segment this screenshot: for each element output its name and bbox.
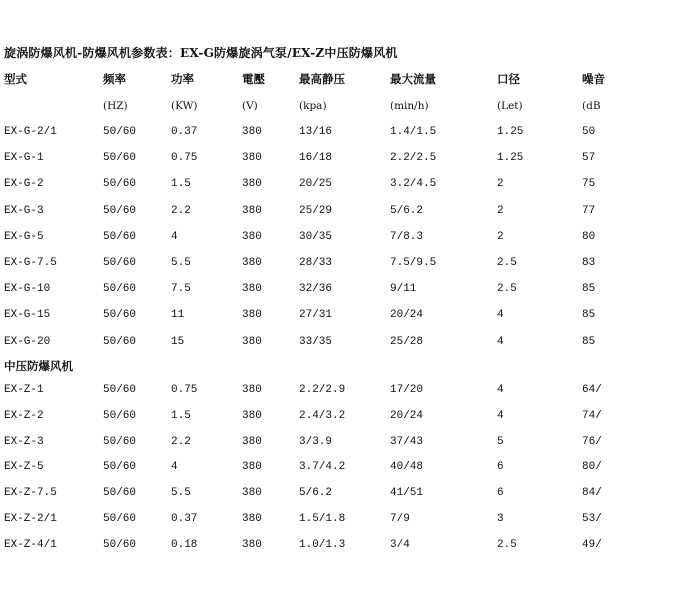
table-cell: 380 xyxy=(242,283,262,295)
table-cell: 85 xyxy=(582,336,596,348)
table-cell: 380 xyxy=(242,309,262,321)
table-cell: 50/60 xyxy=(103,410,137,422)
table-cell: EX-Z-7.5 xyxy=(4,487,57,499)
table-cell: 20/24 xyxy=(390,410,424,422)
hdr-cell: 型式 xyxy=(4,72,27,86)
table-cell: 380 xyxy=(242,461,262,473)
table-cell: EX-G-2 xyxy=(4,178,44,190)
units-cell: (HZ) xyxy=(103,100,128,112)
table-cell: EX-G-2/1 xyxy=(4,126,57,138)
table-cell: EX-G-3 xyxy=(4,205,44,217)
table-cell: 20/25 xyxy=(299,178,333,190)
table-row xyxy=(0,281,700,297)
table-cell: 2 xyxy=(497,178,504,190)
table-cell: 0.37 xyxy=(171,126,198,138)
table-cell: 40/48 xyxy=(390,461,424,473)
table-cell: 13/16 xyxy=(299,126,333,138)
table-row xyxy=(0,434,700,450)
table-cell: EX-Z-4/1 xyxy=(4,539,57,551)
table-cell: 3/4 xyxy=(390,539,410,551)
table-cell: 3 xyxy=(497,513,504,525)
table-row xyxy=(0,150,700,166)
units-cell: (KW) xyxy=(171,100,198,112)
table-cell: 1.0/1.3 xyxy=(299,539,346,551)
table-cell: 1.5 xyxy=(171,178,191,190)
table-cell: 50/60 xyxy=(103,384,137,396)
units-cell: (kpa) xyxy=(299,100,327,112)
table-cell: 380 xyxy=(242,410,262,422)
table-cell: 7/8.3 xyxy=(390,231,424,243)
table-cell: 2.2 xyxy=(171,436,191,448)
table-cell: 50 xyxy=(582,126,596,138)
table-cell: 2.2/2.5 xyxy=(390,152,437,164)
table-cell: 7.5/9.5 xyxy=(390,257,437,269)
table-cell: 1.5/1.8 xyxy=(299,513,346,525)
table-row xyxy=(0,307,700,323)
table-cell: 380 xyxy=(242,487,262,499)
table-cell: EX-G-5 xyxy=(4,231,44,243)
table-cell: 4 xyxy=(171,231,178,243)
hdr-cell: 频率 xyxy=(103,72,126,86)
table-cell: 7.5 xyxy=(171,283,191,295)
table-cell: 76/ xyxy=(582,436,602,448)
table-cell: 380 xyxy=(242,231,262,243)
table-cell: 53/ xyxy=(582,513,602,525)
table-cell: 2.2 xyxy=(171,205,191,217)
table-cell: 380 xyxy=(242,436,262,448)
table-cell: 380 xyxy=(242,539,262,551)
table-row xyxy=(0,203,700,219)
table-cell: 37/43 xyxy=(390,436,424,448)
table-cell: 80/ xyxy=(582,461,602,473)
table-cell: EX-Z-1 xyxy=(4,384,44,396)
table-cell: 2 xyxy=(497,205,504,217)
table-row xyxy=(0,382,700,398)
table-cell: 50/60 xyxy=(103,461,137,473)
table-cell: 5/6.2 xyxy=(390,205,424,217)
table-cell: 11 xyxy=(171,309,185,321)
table-cell: 2.5 xyxy=(497,539,517,551)
table-cell: 85 xyxy=(582,283,596,295)
hdr-cell: 口径 xyxy=(497,72,520,86)
table-cell: 3.2/4.5 xyxy=(390,178,437,190)
table-row xyxy=(0,124,700,140)
table-cell: EX-Z-3 xyxy=(4,436,44,448)
table-cell: 0.18 xyxy=(171,539,198,551)
table-cell: 2 xyxy=(497,231,504,243)
hdr-cell: 最大流量 xyxy=(390,72,436,86)
table-cell: 0.75 xyxy=(171,384,198,396)
table-cell: 1.25 xyxy=(497,152,524,164)
table-cell: 50/60 xyxy=(103,283,137,295)
table-cell: 5.5 xyxy=(171,487,191,499)
page-title: 旋涡防爆风机-防爆风机参数表：EX-G防爆旋涡气泵/EX-Z中压防爆风机 xyxy=(4,46,398,60)
table-cell: 83 xyxy=(582,257,596,269)
table-cell: 33/35 xyxy=(299,336,333,348)
table-cell: 2.5 xyxy=(497,283,517,295)
table-cell: 0.75 xyxy=(171,152,198,164)
table-cell: 64/ xyxy=(582,384,602,396)
table-cell: 84/ xyxy=(582,487,602,499)
table-cell: 2.4/3.2 xyxy=(299,410,346,422)
table-row xyxy=(0,334,700,350)
table-cell: 9/11 xyxy=(390,283,417,295)
table-cell: 2.2/2.9 xyxy=(299,384,346,396)
table-cell: 6 xyxy=(497,487,504,499)
table-cell: 2.5 xyxy=(497,257,517,269)
table-cell: 25/28 xyxy=(390,336,424,348)
table-cell: 50/60 xyxy=(103,539,137,551)
table-cell: 4 xyxy=(497,410,504,422)
table-cell: EX-G-20 xyxy=(4,336,51,348)
table-cell: 77 xyxy=(582,205,596,217)
hdr-cell: 噪音 xyxy=(582,72,605,86)
units-cell: (Let) xyxy=(497,100,523,112)
table-cell: EX-G-1 xyxy=(4,152,44,164)
table-cell: 6 xyxy=(497,461,504,473)
table-cell: EX-Z-5 xyxy=(4,461,44,473)
table-row xyxy=(0,459,700,475)
table-cell: 25/29 xyxy=(299,205,333,217)
units-cell: (dB xyxy=(582,100,601,112)
table-cell: EX-G-10 xyxy=(4,283,51,295)
table-cell: 50/60 xyxy=(103,126,137,138)
table-cell: 57 xyxy=(582,152,596,164)
section-title: 中压防爆风机 xyxy=(4,359,73,373)
table-cell: 1.25 xyxy=(497,126,524,138)
table-cell: 5.5 xyxy=(171,257,191,269)
table-cell: 3/3.9 xyxy=(299,436,333,448)
table-cell: EX-G-7.5 xyxy=(4,257,57,269)
table-cell: EX-Z-2 xyxy=(4,410,44,422)
table-cell: 4 xyxy=(497,309,504,321)
units-cell: (V) xyxy=(242,100,258,112)
table-cell: 17/20 xyxy=(390,384,424,396)
table-cell: 380 xyxy=(242,257,262,269)
table-cell: 74/ xyxy=(582,410,602,422)
table-cell: 16/18 xyxy=(299,152,333,164)
table-cell: 50/60 xyxy=(103,513,137,525)
table-cell: 380 xyxy=(242,336,262,348)
table-cell: 85 xyxy=(582,309,596,321)
table-cell: 5/6.2 xyxy=(299,487,333,499)
table-row xyxy=(0,176,700,192)
table-cell: 380 xyxy=(242,513,262,525)
table-row xyxy=(0,408,700,424)
table-cell: 49/ xyxy=(582,539,602,551)
table-cell: 28/33 xyxy=(299,257,333,269)
table-cell: 50/60 xyxy=(103,309,137,321)
table-cell: 50/60 xyxy=(103,152,137,164)
table-cell: 15 xyxy=(171,336,185,348)
table-cell: 32/36 xyxy=(299,283,333,295)
table-cell: 50/60 xyxy=(103,178,137,190)
table-cell: 1.5 xyxy=(171,410,191,422)
table-cell: 380 xyxy=(242,178,262,190)
table-cell: 50/60 xyxy=(103,436,137,448)
table-cell: 50/60 xyxy=(103,205,137,217)
table-cell: 7/9 xyxy=(390,513,410,525)
table-cell: 20/24 xyxy=(390,309,424,321)
table-cell: 4 xyxy=(497,384,504,396)
table-cell: 0.37 xyxy=(171,513,198,525)
table-cell: 4 xyxy=(497,336,504,348)
table-cell: 380 xyxy=(242,152,262,164)
table-cell: 380 xyxy=(242,205,262,217)
table-cell: 380 xyxy=(242,126,262,138)
table-cell: 1.4/1.5 xyxy=(390,126,437,138)
hdr-cell: 最高静压 xyxy=(299,72,345,86)
table-cell: 50/60 xyxy=(103,257,137,269)
table-cell: 380 xyxy=(242,384,262,396)
table-row xyxy=(0,255,700,271)
table-cell: 80 xyxy=(582,231,596,243)
table-cell: EX-G-15 xyxy=(4,309,51,321)
table-header-row xyxy=(0,71,700,87)
table-row xyxy=(0,229,700,245)
table-cell: 75 xyxy=(582,178,596,190)
table-cell: EX-Z-2/1 xyxy=(4,513,57,525)
table-cell: 41/51 xyxy=(390,487,424,499)
table-row xyxy=(0,485,700,501)
table-cell: 50/60 xyxy=(103,231,137,243)
table-cell: 30/35 xyxy=(299,231,333,243)
table-cell: 27/31 xyxy=(299,309,333,321)
table-cell: 3.7/4.2 xyxy=(299,461,346,473)
table-cell: 5 xyxy=(497,436,504,448)
hdr-cell: 功率 xyxy=(171,72,194,86)
table-row xyxy=(0,537,700,553)
table-cell: 4 xyxy=(171,461,178,473)
hdr-cell: 電壓 xyxy=(242,72,265,86)
table-row xyxy=(0,511,700,527)
table-units-row xyxy=(0,98,700,114)
units-cell: (min/h) xyxy=(390,100,429,112)
table-cell: 50/60 xyxy=(103,487,137,499)
table-cell: 50/60 xyxy=(103,336,137,348)
